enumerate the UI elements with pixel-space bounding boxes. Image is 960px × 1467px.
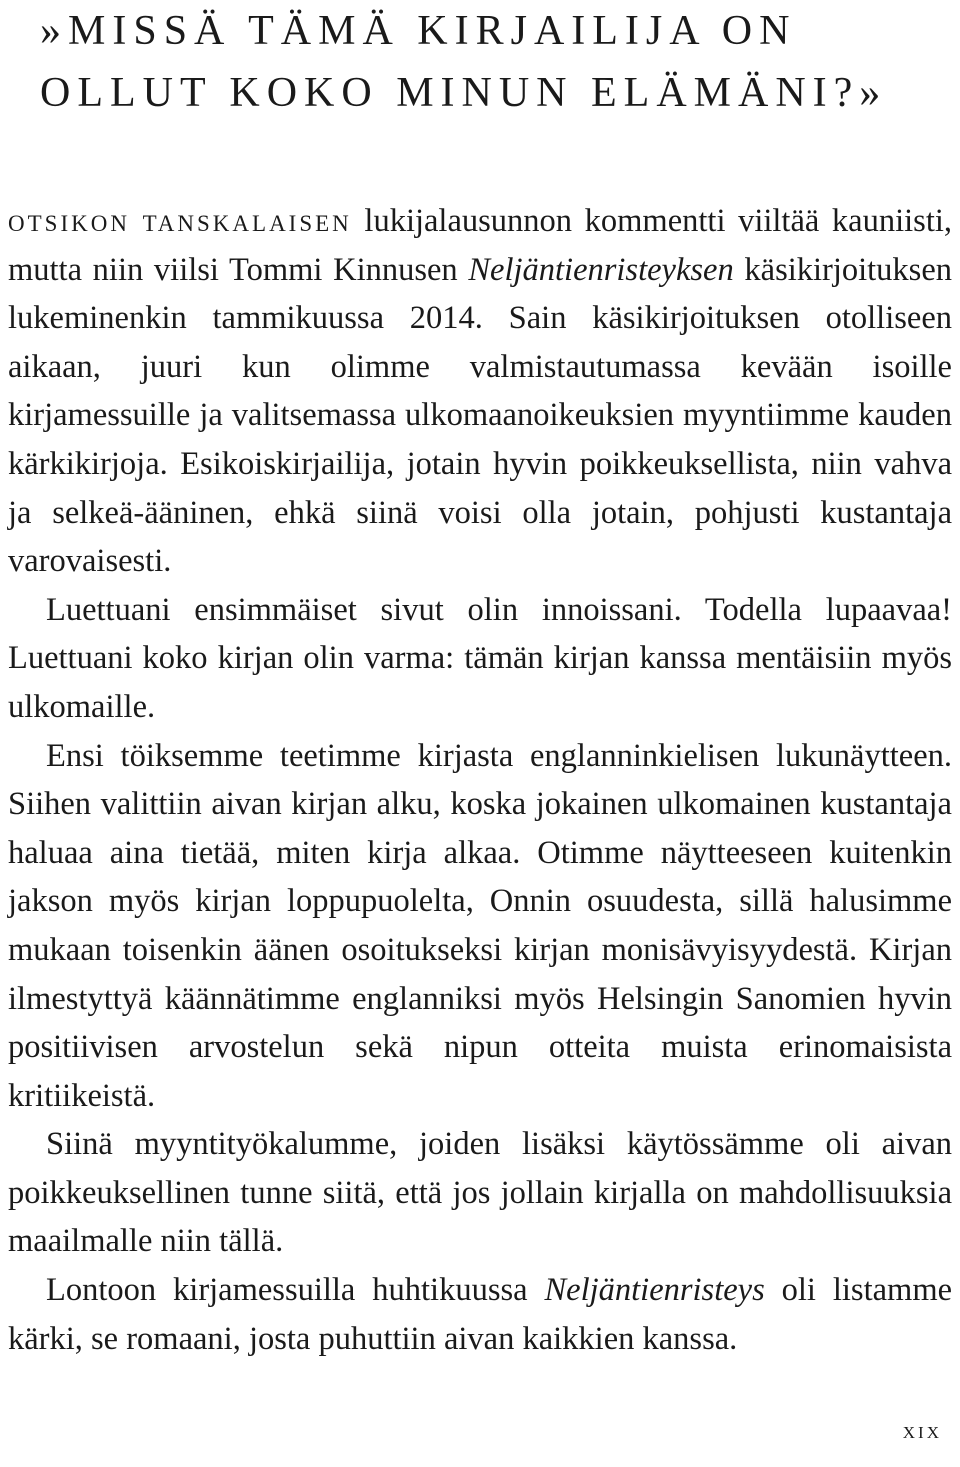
paragraph-text: Ensi töiksemme teetimme kirjasta englanninkielisen lukunäytteen. Siihen valittiin aivan kirjan alku, koska jokainen ulkomainen kustantaja haluaa aina tietää, miten kirja alkaa. Otimme näytteeseen kuitenkin jakson myös kirjan loppupuolelta, Onnin osuudesta, sillä halusimme mukaan toisenkin äänen osoitukseksi kirjan monisävyisyydestä. Kirjan ilmestyttyä käännätimme englanniksi myös Helsingin Sanomien hyvin positiivisen arvostelun sekä nipun otteita muista erinomaisista kritiikeistä. [8,737,952,1114]
small-caps-lead: otsikon [8,203,130,239]
paragraph-text: käsikirjoituksen lukeminenkin tammikuussa 2014. Sain käsikirjoituksen otolliseen aikaan, juuri kun olimme valmistautumassa kevään isoille kirjamessuille ja valitsemassa ulkomaanoikeuksien myyntiimme kauden kärkikirjoja. Esikoiskirjailija, jotain hyvin poikkeuksellista, niin vahva ja selkeä-ääninen, ehkä siinä voisi olla jotain, pohjusti kustantaja varovaisesti. [8,251,953,580]
book-title-italic: Neljäntienristeys [544,1272,765,1309]
paragraph-1 [8,197,952,586]
body-text [8,197,952,1363]
paragraph-text: lukijalausunnon kommentti viiltää kauniisti, mutta niin viilsi Tommi Kinnusen [8,203,953,288]
paragraph-5 [8,1266,952,1363]
chapter-title: »MISSÄ TÄMÄ KIRJAILIJA ON OLLUT KOKO MINUN ELÄMÄNI?» [40,8,888,116]
paragraph-text: Luettuani ensimmäiset sivut olin innoissani. Todella lupaavaa! Luettuani koko kirjan olin varma: tämän kirjan kanssa mentäisiin myös ulkomaille. [8,591,952,725]
book-title-italic: Neljäntienristeyksen [468,251,734,288]
small-caps-lead: tanskalaisen [142,203,352,239]
page-number: xix [902,1418,942,1444]
paragraph-2 [8,586,952,732]
paragraph-3 [8,732,952,1121]
paragraph-4 [8,1120,952,1266]
paragraph-text: Siinä myyntityökalumme, joiden lisäksi käytössämme oli aivan poikkeuksellinen tunne siitä, että jos jollain kirjalla on mahdollisuuksia maailmalle niin tällä. [8,1126,952,1260]
paragraph-text: Lontoon kirjamessuilla huhtikuussa [46,1272,528,1309]
paragraph-text: oli listamme kärki, se romaani, josta puhuttiin aivan kaikkien kanssa. [8,1272,953,1357]
